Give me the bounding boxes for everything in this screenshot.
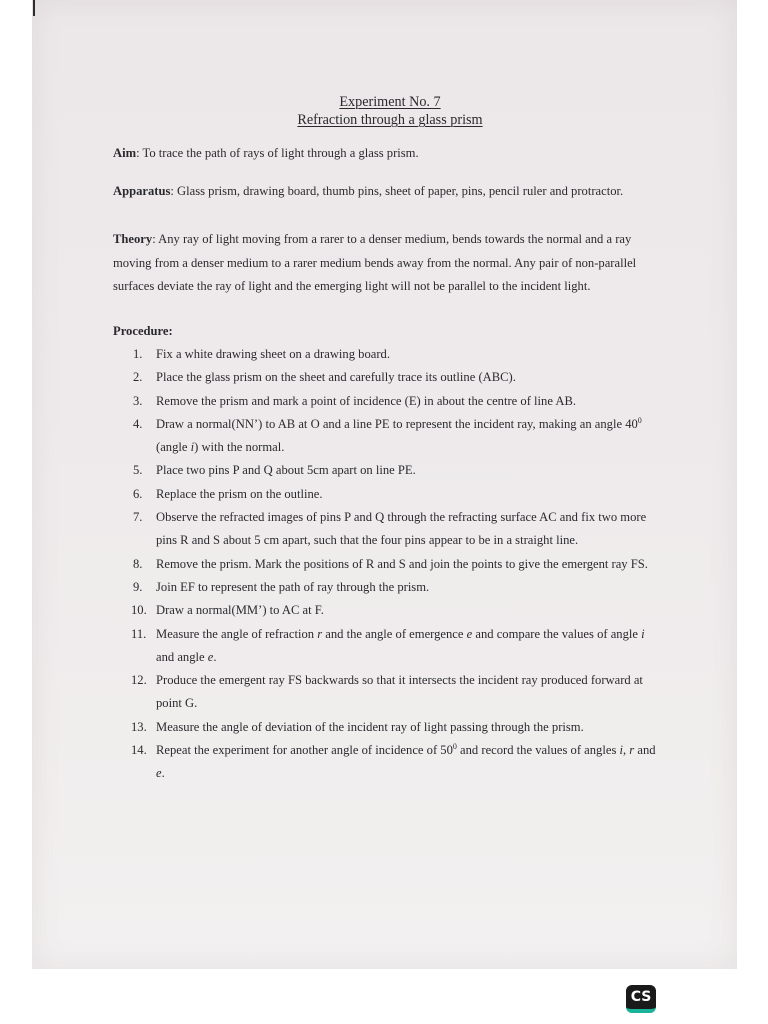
- procedure-heading: [113, 320, 663, 344]
- step-text: Draw a normal(MM’) to AC at F.: [156, 603, 324, 618]
- experiment-title-text: Refraction through a glass prism: [297, 112, 483, 128]
- procedure-step: [131, 623, 663, 670]
- angle-symbol: r: [629, 743, 635, 758]
- experiment-number-text: Experiment No. 7: [339, 94, 441, 110]
- step-number: 2.: [133, 370, 143, 385]
- apparatus-section: [113, 181, 663, 202]
- step-text: Produce the emergent ray FS backwards so that it intersects the incident ray produced forward at point G.: [156, 673, 643, 711]
- procedure-step: [131, 599, 663, 622]
- step-number: 1.: [133, 347, 143, 361]
- step-number: 6.: [133, 486, 143, 501]
- procedure-list: [131, 343, 663, 786]
- procedure-step: [131, 483, 663, 506]
- angle-symbol: e: [466, 626, 473, 641]
- step-text: and record the values of angles: [456, 743, 620, 758]
- step-number: 10.: [131, 603, 147, 618]
- step-number: 3.: [133, 393, 143, 408]
- aim-section: [113, 142, 663, 166]
- procedure-step: [131, 553, 663, 576]
- step-text: .: [213, 649, 217, 664]
- experiment-title: [6, 111, 768, 129]
- step-number: 12.: [131, 673, 147, 688]
- angle-symbol: i: [619, 743, 623, 758]
- procedure-step: [131, 390, 663, 413]
- step-text: Draw a normal(NN’) to AB at O and a line PE to represent the incident ray, making an angle 40: [156, 416, 638, 431]
- theory-text: : Any ray of light moving from a rarer to a denser medium, bends towards the normal and a ray moving from a denser medium to a rarer medium bends away from the normal. Any pair of non-parallel surfaces deviate the ray of light and the emerging light will not be parallel to the incident light.: [113, 232, 637, 293]
- apparatus-label: Apparatus: [113, 184, 171, 198]
- page-edge-mark: [33, 0, 35, 16]
- step-number: 9.: [133, 579, 143, 594]
- step-number: 14.: [131, 743, 147, 758]
- angle-symbol: e: [156, 766, 162, 781]
- step-text: ) with the normal.: [194, 440, 285, 455]
- degree-superscript: 0: [637, 415, 642, 425]
- angle-symbol: i: [641, 626, 645, 641]
- step-text: and compare the values of angle: [472, 626, 642, 641]
- step-number: 11.: [131, 626, 147, 641]
- procedure-step: [131, 669, 663, 716]
- degree-superscript: 0: [452, 741, 457, 751]
- step-text: ,: [623, 743, 630, 758]
- angle-symbol: r: [317, 626, 323, 641]
- procedure-step: [131, 366, 663, 389]
- step-text: (angle: [156, 440, 191, 455]
- step-text: Fix a white drawing sheet on a drawing board.: [156, 347, 390, 361]
- step-text: Remove the prism and mark a point of incidence (E) in about the centre of line AB.: [156, 393, 577, 408]
- step-text: Replace the prism on the outline.: [156, 486, 323, 501]
- step-text: Observe the refracted images of pins P and Q through the refracting surface AC and fix two more pins R and S about 5 cm apart, such that the four pins appear to be in a straight line.: [156, 510, 647, 548]
- procedure-step: [131, 576, 663, 599]
- step-text: Place the glass prism on the sheet and carefully trace its outline (ABC).: [156, 370, 516, 385]
- step-number: 8.: [133, 556, 143, 571]
- aim-label: Aim: [113, 146, 137, 160]
- theory-section: [113, 228, 663, 299]
- step-text: Place two pins P and Q about 5cm apart on line PE.: [156, 463, 416, 478]
- step-number: 13.: [131, 719, 147, 734]
- step-text: Join EF to represent the path of ray through the prism.: [156, 579, 430, 594]
- step-text: Measure the angle of refraction: [156, 626, 318, 641]
- apparatus-text: : Glass prism, drawing board, thumb pins, sheet of paper, pins, pencil ruler and protractor.: [170, 184, 624, 198]
- step-text: and: [634, 743, 656, 758]
- step-text: and the angle of emergence: [322, 626, 467, 641]
- step-text: and angle: [156, 649, 208, 664]
- procedure-step: [131, 716, 663, 739]
- theory-label: Theory: [113, 232, 153, 246]
- procedure-step: [131, 459, 663, 482]
- camscanner-logo-icon: CS: [626, 985, 656, 1013]
- procedure-step: [131, 506, 663, 553]
- step-text: Remove the prism. Mark the positions of R and S and join the points to give the emergent ray FS.: [156, 556, 648, 571]
- step-number: 7.: [133, 510, 143, 525]
- angle-symbol: i: [190, 440, 195, 455]
- procedure-step: [131, 413, 663, 460]
- angle-symbol: e: [207, 649, 214, 664]
- procedure-label: Procedure:: [113, 324, 173, 338]
- step-text: Measure the angle of deviation of the incident ray of light passing through the prism.: [156, 719, 584, 734]
- step-text: Repeat the experiment for another angle of incidence of 50: [156, 743, 453, 758]
- step-number: 5.: [133, 463, 143, 478]
- aim-text: : To trace the path of rays of light through a glass prism.: [136, 146, 419, 160]
- step-text: .: [161, 766, 165, 781]
- procedure-step: [131, 739, 663, 786]
- experiment-number: [6, 93, 768, 111]
- procedure-step: [131, 343, 663, 366]
- step-number: 4.: [133, 416, 143, 431]
